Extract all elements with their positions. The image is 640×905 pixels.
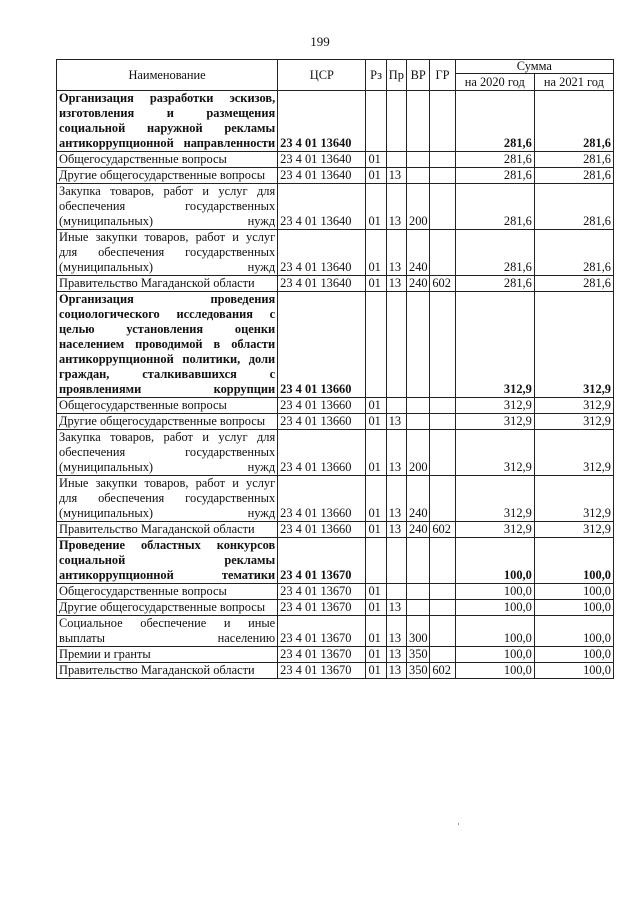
cell-name: Закупка товаров, работ и услуг для обеспечения государственных (муниципальных) нужд: [57, 184, 278, 230]
cell-sum-2020: 281,6: [455, 230, 534, 276]
cell-pr: [386, 292, 406, 398]
table-row: [57, 476, 614, 522]
cell-sum-2020: 100,0: [455, 600, 534, 616]
cell-pr: 13: [386, 184, 406, 230]
cell-gr: [430, 600, 455, 616]
cell-vr: 240: [407, 522, 430, 538]
cell-sum-2020: 312,9: [455, 522, 534, 538]
cell-csr: 23 4 01 13660: [278, 414, 366, 430]
cell-sum-2021: 100,0: [534, 538, 613, 584]
cell-sum-2020: 312,9: [455, 292, 534, 398]
cell-rz: [366, 91, 386, 152]
table-row: [57, 430, 614, 476]
scan-speck: [458, 823, 459, 825]
cell-pr: [386, 91, 406, 152]
cell-sum-2021: 312,9: [534, 476, 613, 522]
cell-sum-2020: 312,9: [455, 414, 534, 430]
cell-name: Общегосударственные вопросы: [57, 152, 278, 168]
page-number: 199: [310, 34, 330, 49]
cell-csr: 23 4 01 13640: [278, 152, 366, 168]
cell-rz: [366, 292, 386, 398]
cell-sum-2020: 312,9: [455, 476, 534, 522]
cell-sum-2020: 281,6: [455, 91, 534, 152]
cell-sum-2021: 312,9: [534, 414, 613, 430]
cell-sum-2021: 281,6: [534, 91, 613, 152]
cell-sum-2021: 312,9: [534, 430, 613, 476]
cell-sum-2020: 281,6: [455, 184, 534, 230]
cell-csr: 23 4 01 13640: [278, 276, 366, 292]
cell-gr: [430, 184, 455, 230]
cell-sum-2021: 312,9: [534, 522, 613, 538]
cell-pr: [386, 398, 406, 414]
cell-vr: [407, 398, 430, 414]
cell-gr: [430, 538, 455, 584]
header-vr: ВР: [407, 60, 430, 91]
cell-sum-2020: 312,9: [455, 430, 534, 476]
cell-sum-2021: 312,9: [534, 398, 613, 414]
cell-vr: 300: [407, 616, 430, 647]
cell-pr: 13: [386, 168, 406, 184]
cell-sum-2021: 281,6: [534, 230, 613, 276]
cell-name: Другие общегосударственные вопросы: [57, 414, 278, 430]
budget-table: [56, 59, 614, 679]
cell-gr: [430, 398, 455, 414]
cell-gr: [430, 414, 455, 430]
cell-csr: 23 4 01 13670: [278, 616, 366, 647]
cell-name: Другие общегосударственные вопросы: [57, 600, 278, 616]
cell-vr: 240: [407, 476, 430, 522]
table-row: [57, 276, 614, 292]
cell-csr: 23 4 01 13640: [278, 184, 366, 230]
cell-gr: [430, 152, 455, 168]
cell-gr: [430, 616, 455, 647]
cell-sum-2021: 281,6: [534, 184, 613, 230]
cell-csr: 23 4 01 13640: [278, 230, 366, 276]
cell-pr: 13: [386, 600, 406, 616]
cell-vr: 240: [407, 230, 430, 276]
cell-rz: [366, 538, 386, 584]
header-year-2021: на 2021 год: [534, 74, 613, 91]
cell-rz: 01: [366, 152, 386, 168]
cell-gr: 602: [430, 522, 455, 538]
cell-csr: 23 4 01 13670: [278, 600, 366, 616]
cell-csr: 23 4 01 13670: [278, 663, 366, 679]
cell-pr: 13: [386, 430, 406, 476]
cell-rz: 01: [366, 230, 386, 276]
table-row: [57, 522, 614, 538]
table-row: [57, 292, 614, 398]
table-row: [57, 584, 614, 600]
cell-pr: [386, 584, 406, 600]
cell-pr: 13: [386, 276, 406, 292]
cell-sum-2021: 281,6: [534, 276, 613, 292]
cell-rz: 01: [366, 663, 386, 679]
cell-sum-2021: 100,0: [534, 663, 613, 679]
cell-pr: 13: [386, 476, 406, 522]
cell-sum-2021: 281,6: [534, 168, 613, 184]
table-row: [57, 398, 614, 414]
table-row: [57, 184, 614, 230]
cell-pr: 13: [386, 616, 406, 647]
cell-csr: 23 4 01 13660: [278, 292, 366, 398]
cell-csr: 23 4 01 13660: [278, 522, 366, 538]
cell-sum-2020: 281,6: [455, 152, 534, 168]
header-gr: ГР: [430, 60, 455, 91]
header-pr: Пр: [386, 60, 406, 91]
cell-sum-2020: 281,6: [455, 168, 534, 184]
cell-name: Организация разработки эскизов, изготовления и размещения социальной наружной рекламы антикоррупционной направленности: [57, 91, 278, 152]
cell-sum-2021: 100,0: [534, 584, 613, 600]
cell-vr: 200: [407, 430, 430, 476]
cell-gr: [430, 91, 455, 152]
cell-vr: [407, 414, 430, 430]
cell-name: Общегосударственные вопросы: [57, 584, 278, 600]
cell-rz: 01: [366, 168, 386, 184]
cell-vr: [407, 538, 430, 584]
cell-name: Иные закупки товаров, работ и услуг для обеспечения государственных (муниципальных) нужд: [57, 476, 278, 522]
cell-rz: 01: [366, 276, 386, 292]
cell-sum-2021: 100,0: [534, 600, 613, 616]
table-row: [57, 647, 614, 663]
cell-csr: 23 4 01 13640: [278, 91, 366, 152]
cell-pr: 13: [386, 230, 406, 276]
cell-name: Правительство Магаданской области: [57, 663, 278, 679]
cell-sum-2021: 100,0: [534, 647, 613, 663]
cell-sum-2021: 100,0: [534, 616, 613, 647]
cell-csr: 23 4 01 13670: [278, 538, 366, 584]
cell-sum-2020: 312,9: [455, 398, 534, 414]
table-row: [57, 152, 614, 168]
cell-gr: [430, 584, 455, 600]
cell-csr: 23 4 01 13670: [278, 584, 366, 600]
cell-pr: 13: [386, 522, 406, 538]
cell-name: Премии и гранты: [57, 647, 278, 663]
cell-name: Организация проведения социологического исследования с целью установления оценки населением проводимой в области антикоррупционной политики, доли граждан, сталкивавшихся с проявлениями коррупции: [57, 292, 278, 398]
cell-vr: 350: [407, 647, 430, 663]
cell-gr: 602: [430, 276, 455, 292]
cell-pr: [386, 152, 406, 168]
table-row: [57, 91, 614, 152]
cell-sum-2020: 100,0: [455, 538, 534, 584]
table-row: [57, 663, 614, 679]
cell-gr: 602: [430, 663, 455, 679]
cell-vr: 200: [407, 184, 430, 230]
header-year-2020: на 2020 год: [455, 74, 534, 91]
cell-rz: 01: [366, 616, 386, 647]
cell-sum-2020: 100,0: [455, 616, 534, 647]
cell-rz: 01: [366, 184, 386, 230]
cell-pr: [386, 538, 406, 584]
cell-vr: [407, 584, 430, 600]
cell-name: Проведение областных конкурсов социальной рекламы антикоррупционной тематики: [57, 538, 278, 584]
cell-sum-2021: 281,6: [534, 152, 613, 168]
cell-sum-2020: 100,0: [455, 584, 534, 600]
cell-csr: 23 4 01 13670: [278, 647, 366, 663]
cell-name: Правительство Магаданской области: [57, 522, 278, 538]
cell-vr: [407, 168, 430, 184]
cell-name: Закупка товаров, работ и услуг для обеспечения государственных (муниципальных) нужд: [57, 430, 278, 476]
cell-pr: 13: [386, 414, 406, 430]
cell-gr: [430, 168, 455, 184]
table-body: [57, 91, 614, 679]
cell-rz: 01: [366, 414, 386, 430]
table-row: [57, 414, 614, 430]
cell-gr: [430, 647, 455, 663]
cell-vr: 240: [407, 276, 430, 292]
cell-name: Иные закупки товаров, работ и услуг для обеспечения государственных (муниципальных) нужд: [57, 230, 278, 276]
table-row: [57, 230, 614, 276]
header-csr: ЦСР: [278, 60, 366, 91]
cell-vr: [407, 152, 430, 168]
cell-csr: 23 4 01 13640: [278, 168, 366, 184]
cell-gr: [430, 476, 455, 522]
header-name: Наименование: [57, 60, 278, 91]
cell-rz: 01: [366, 398, 386, 414]
cell-name: Правительство Магаданской области: [57, 276, 278, 292]
cell-name: Другие общегосударственные вопросы: [57, 168, 278, 184]
cell-name: Общегосударственные вопросы: [57, 398, 278, 414]
cell-rz: 01: [366, 522, 386, 538]
cell-rz: 01: [366, 600, 386, 616]
cell-sum-2020: 281,6: [455, 276, 534, 292]
header-rz: Рз: [366, 60, 386, 91]
cell-gr: [430, 230, 455, 276]
cell-name: Социальное обеспечение и иные выплаты населению: [57, 616, 278, 647]
cell-pr: 13: [386, 663, 406, 679]
table-row: [57, 600, 614, 616]
cell-vr: 350: [407, 663, 430, 679]
table-row: [57, 168, 614, 184]
cell-rz: 01: [366, 647, 386, 663]
cell-gr: [430, 430, 455, 476]
header-sum: Сумма: [455, 60, 613, 74]
table-row: [57, 538, 614, 584]
cell-rz: 01: [366, 430, 386, 476]
cell-gr: [430, 292, 455, 398]
cell-csr: 23 4 01 13660: [278, 430, 366, 476]
cell-vr: [407, 292, 430, 398]
cell-csr: 23 4 01 13660: [278, 398, 366, 414]
cell-sum-2020: 100,0: [455, 647, 534, 663]
cell-sum-2020: 100,0: [455, 663, 534, 679]
cell-rz: 01: [366, 476, 386, 522]
cell-pr: 13: [386, 647, 406, 663]
cell-vr: [407, 600, 430, 616]
table-row: [57, 616, 614, 647]
cell-csr: 23 4 01 13660: [278, 476, 366, 522]
cell-sum-2021: 312,9: [534, 292, 613, 398]
cell-rz: 01: [366, 584, 386, 600]
cell-vr: [407, 91, 430, 152]
